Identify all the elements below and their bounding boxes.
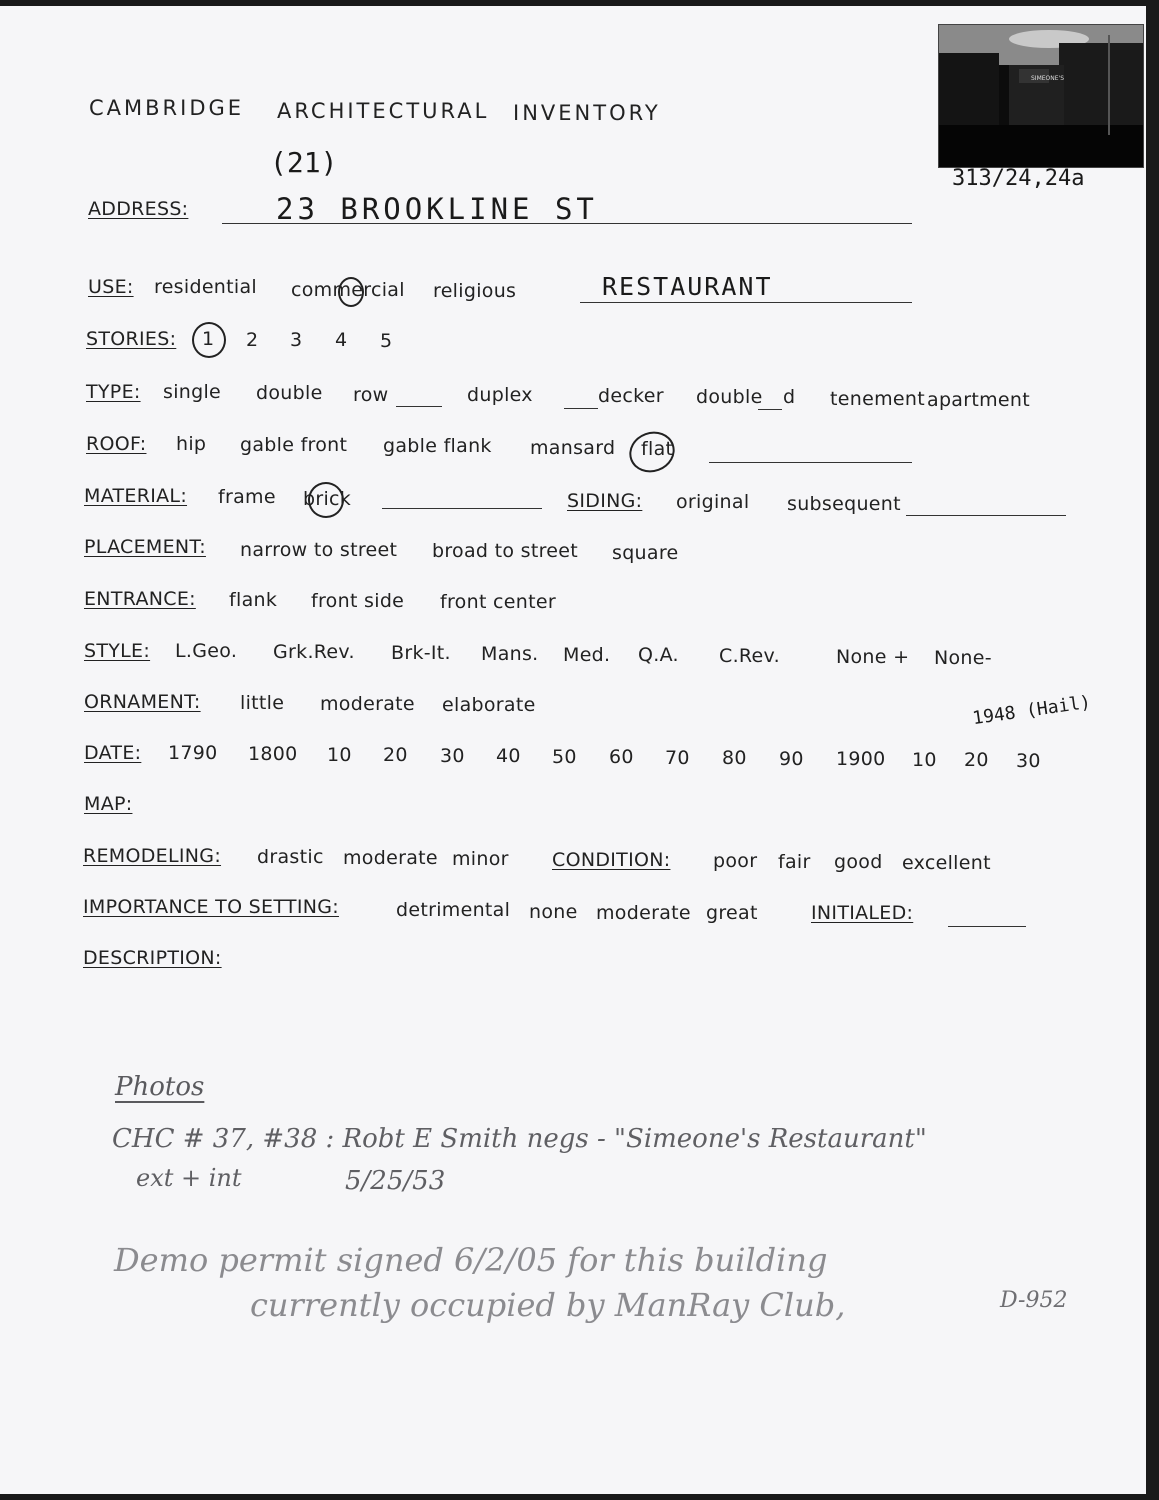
remodeling-label: REMODELING: xyxy=(83,845,222,867)
date-note: 1948 (Hail) xyxy=(971,691,1093,730)
address-note: (21) xyxy=(270,146,338,179)
type-label: TYPE: xyxy=(86,381,141,403)
style-lgeo: L.Geo. xyxy=(175,640,238,662)
header-inventory: INVENTORY xyxy=(513,101,661,125)
placement-broad: broad to street xyxy=(432,540,579,562)
condition-fair: fair xyxy=(778,851,811,873)
importance-great: great xyxy=(706,902,758,924)
stories-5: 5 xyxy=(380,330,393,352)
remodeling-minor: minor xyxy=(452,848,509,870)
ornament-label: ORNAMENT: xyxy=(84,691,201,713)
type-row-line xyxy=(396,406,442,407)
type-single: single xyxy=(163,381,222,403)
date-20: 20 xyxy=(383,744,408,766)
placement-label: PLACEMENT: xyxy=(84,536,206,558)
style-mans: Mans. xyxy=(481,643,539,665)
date-label: DATE: xyxy=(84,742,142,764)
material-label: MATERIAL: xyxy=(84,485,188,507)
material-brick: brick xyxy=(303,488,352,510)
stories-label: STORIES: xyxy=(86,328,177,350)
material-line xyxy=(382,508,542,509)
style-none-plus: None + xyxy=(836,646,910,668)
date-60: 60 xyxy=(609,746,634,768)
date-30: 30 xyxy=(440,745,465,767)
photo-ref: 313/24,24a xyxy=(952,166,1085,191)
roof-line xyxy=(709,462,912,463)
roof-hip: hip xyxy=(176,433,207,455)
demo-line2: currently occupied by ManRay Club, xyxy=(250,1286,846,1324)
importance-detrimental: detrimental xyxy=(396,899,511,921)
style-crev: C.Rev. xyxy=(719,645,780,667)
map-label: MAP: xyxy=(84,793,133,815)
use-commercial: commercial xyxy=(291,279,405,301)
type-double2-line xyxy=(758,409,782,410)
roof-label: ROOF: xyxy=(86,433,147,455)
use-commercial-mark xyxy=(338,277,364,307)
entrance-flank: flank xyxy=(229,589,278,611)
siding-label: SIDING: xyxy=(567,490,643,512)
use-religious: religious xyxy=(433,280,517,302)
condition-excellent: excellent xyxy=(902,852,991,874)
style-brkit: Brk-It. xyxy=(391,642,451,664)
building-photo xyxy=(938,24,1144,168)
entrance-label: ENTRANCE: xyxy=(84,588,196,610)
use-line xyxy=(580,302,912,303)
stories-1: 1 xyxy=(202,328,215,350)
stories-4: 4 xyxy=(335,329,348,351)
date-40: 40 xyxy=(496,745,521,767)
siding-line xyxy=(906,515,1066,516)
description-label: DESCRIPTION: xyxy=(83,947,222,969)
type-apartment: apartment xyxy=(927,389,1030,411)
entrance-front-side: front side xyxy=(311,590,405,612)
style-qa: Q.A. xyxy=(638,644,679,666)
ornament-elaborate: elaborate xyxy=(442,694,536,716)
importance-label: IMPORTANCE TO SETTING: xyxy=(83,896,339,918)
style-grkrev: Grk.Rev. xyxy=(273,641,355,663)
material-frame: frame xyxy=(218,486,276,508)
remodeling-drastic: drastic xyxy=(257,846,324,868)
header-architectural: ARCHITECTURAL xyxy=(277,99,490,123)
inventory-card xyxy=(0,6,1146,1494)
ornament-little: little xyxy=(240,692,285,714)
importance-none: none xyxy=(529,901,578,923)
date-1920: 20 xyxy=(964,749,989,771)
style-label: STYLE: xyxy=(84,640,151,662)
date-80: 80 xyxy=(722,747,747,769)
style-med: Med. xyxy=(563,644,611,666)
remodeling-moderate: moderate xyxy=(343,847,438,869)
photos-line1: CHC # 37, #38 : Robt E Smith negs - "Simeone's Restaurant" xyxy=(112,1124,927,1154)
type-d: d xyxy=(783,386,796,408)
roof-gable-flank: gable flank xyxy=(383,435,492,457)
header-cambridge: CAMBRIDGE xyxy=(89,96,245,120)
type-decker-line xyxy=(564,408,598,409)
date-1910: 10 xyxy=(912,749,937,771)
type-duplex: duplex xyxy=(467,384,533,406)
date-1790: 1790 xyxy=(168,742,218,764)
type-tenement: tenement xyxy=(830,388,925,410)
date-90: 90 xyxy=(779,748,804,770)
roof-flat-mark xyxy=(624,425,681,478)
stories-3: 3 xyxy=(290,329,303,351)
date-70: 70 xyxy=(665,747,690,769)
date-1900: 1900 xyxy=(836,748,886,770)
photos-line2-b: 5/25/53 xyxy=(345,1166,446,1196)
type-double: double xyxy=(256,382,323,404)
date-50: 50 xyxy=(552,746,577,768)
roof-mansard: mansard xyxy=(530,437,616,459)
photos-heading: Photos xyxy=(115,1072,205,1102)
photo-sign-text: SIMEONE'S xyxy=(1031,75,1065,82)
type-row: row xyxy=(353,384,389,406)
photos-line2-a: ext + int xyxy=(136,1164,242,1192)
stories-2: 2 xyxy=(246,329,259,351)
initialed-label: INITIALED: xyxy=(811,902,914,924)
date-10: 10 xyxy=(327,744,352,766)
ornament-moderate: moderate xyxy=(320,693,415,715)
date-1930: 30 xyxy=(1016,750,1041,772)
placement-narrow: narrow to street xyxy=(240,539,398,561)
style-none-minus: None- xyxy=(934,647,992,669)
condition-label: CONDITION: xyxy=(552,849,671,871)
condition-poor: poor xyxy=(713,850,758,872)
building-photo-image xyxy=(939,25,1143,167)
material-brick-mark xyxy=(302,476,350,524)
type-double2: double xyxy=(696,386,763,408)
use-label: USE: xyxy=(88,276,134,298)
importance-moderate: moderate xyxy=(596,902,691,924)
address-label: ADDRESS: xyxy=(88,198,189,220)
use-residential: residential xyxy=(154,276,258,298)
use-value: RESTAURANT xyxy=(602,272,773,301)
address-value: 23 BROOKLINE ST xyxy=(276,192,598,226)
siding-original: original xyxy=(676,491,750,513)
placement-square: square xyxy=(612,542,679,564)
demo-ref: D-952 xyxy=(1000,1288,1068,1313)
siding-subsequent: subsequent xyxy=(787,493,901,515)
entrance-front-center: front center xyxy=(440,591,556,613)
roof-gable-front: gable front xyxy=(240,434,348,456)
type-decker: decker xyxy=(598,385,664,407)
initialed-line xyxy=(948,926,1026,927)
roof-flat: flat xyxy=(641,438,674,460)
date-1800: 1800 xyxy=(248,743,298,765)
demo-line1: Demo permit signed 6/2/05 for this building xyxy=(114,1241,828,1279)
condition-good: good xyxy=(834,851,883,873)
